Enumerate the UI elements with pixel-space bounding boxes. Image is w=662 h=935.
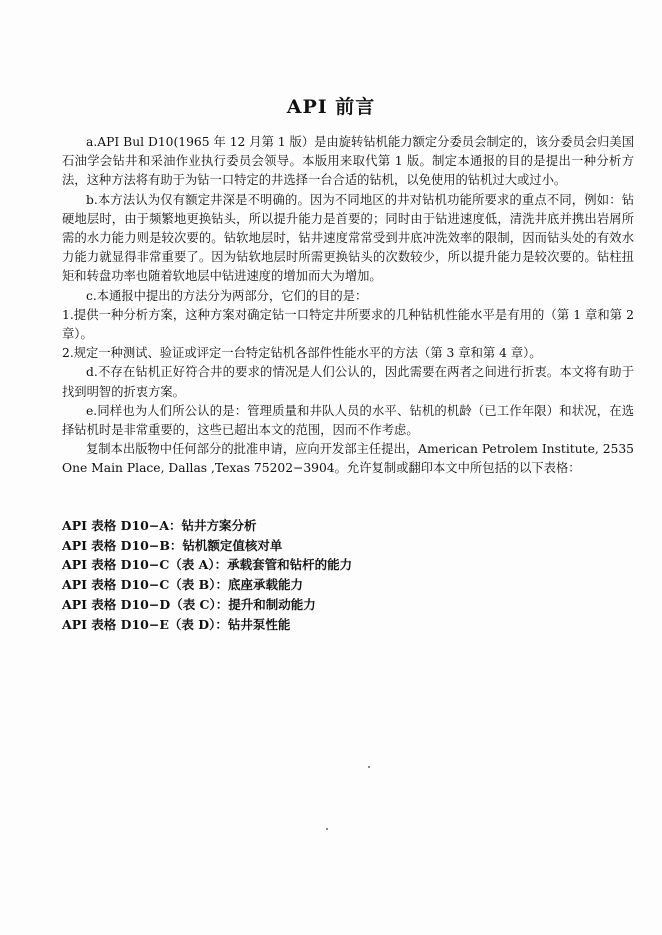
form-item: API 表格 D10−C（表 A）：承载套管和钻杆的能力 <box>62 557 353 573</box>
paragraph-b: b.本方法认为仅有额定井深是不明确的。因为不同地区的井对钻机功能所要求的重点不同，例如：钻硬地层时，由于频繁地更换钻头，所以提升能力是首要的；同时由于钻进速度低，清洗井底并携出岩屑所需的水力能力则是较次要的。钻软地层时，钻井速度常常受到井底冲洗效率的限制，因而钻头处的有效水力能力就显得非常重要了。因为钻软地层时所需更换钻头的次数较少，所以提升能力是较次要的。钻柱扭矩和转盘功率也随着软地层中钻进速度的增加而大为增加。 <box>62 192 634 284</box>
scan-speck <box>326 828 328 830</box>
paragraph-c-item-1: 1.提供一种分析方案，这种方案对确定钻一口特定井所要求的几种钻机性能水平是有用的（第 1 章和第 2 章）。 <box>62 307 634 342</box>
form-item: API 表格 D10−E（表 D）：钻井泵性能 <box>62 616 291 632</box>
paragraph-c-item-2: 2.规定一种测试、验证或评定一台特定钻机各部件性能水平的方法（第 3 章和第 4 章）。 <box>62 346 542 361</box>
forms-list <box>62 516 352 634</box>
paragraph-e: e.同样也为人们所公认的是：管理质量和井队人员的水平、钻机的机龄（已工作年限）和状况，在选择钻机时是非常重要的，这些已超出本文的范围，因而不作考虑。 <box>62 403 634 438</box>
form-item: API 表格 D10−A：钻井方案分析 <box>62 518 257 533</box>
paragraph-a: a.API Bul D10(1965 年 12 月第 1 版）是由旋转钻机能力额定分委员会制定的，该分委员会归美国石油学会钻井和采油作业执行委员会领导。本版用来取代第 1 版。制定本通报的目的是提出一种分析方法，这种方法将有助于为钻一口特定的井选择一台合适的钻机，以免使用的钻机过大或过小。 <box>62 135 634 188</box>
preface-body <box>62 133 634 479</box>
page-title: API 前言 <box>286 96 376 118</box>
paragraph-copyright: 复制本出版物中任何部分的批准申请，应向开发部主任提出，American Petrolem Institute, 2535 One Main Place, Dallas ,Texas 75202−3904。允许复制或翻印本文中所包括的以下表格： <box>62 442 634 476</box>
form-item: API 表格 D10−B：钻机额定值核对单 <box>62 537 283 553</box>
paragraph-d: d.不存在钻机正好符合井的要求的情况是人们公认的，因此需要在两者之间进行折衷。本文将有助于找到明智的折衷方案。 <box>62 365 634 399</box>
paragraph-c: c.本通报中提出的方法分为两部分，它们的目的是： <box>86 288 368 303</box>
scan-speck <box>368 766 370 768</box>
form-item: API 表格 D10−C（表 B）：底座承载能力 <box>62 577 303 593</box>
form-item: API 表格 D10−D（表 C）：提升和制动能力 <box>62 596 316 612</box>
